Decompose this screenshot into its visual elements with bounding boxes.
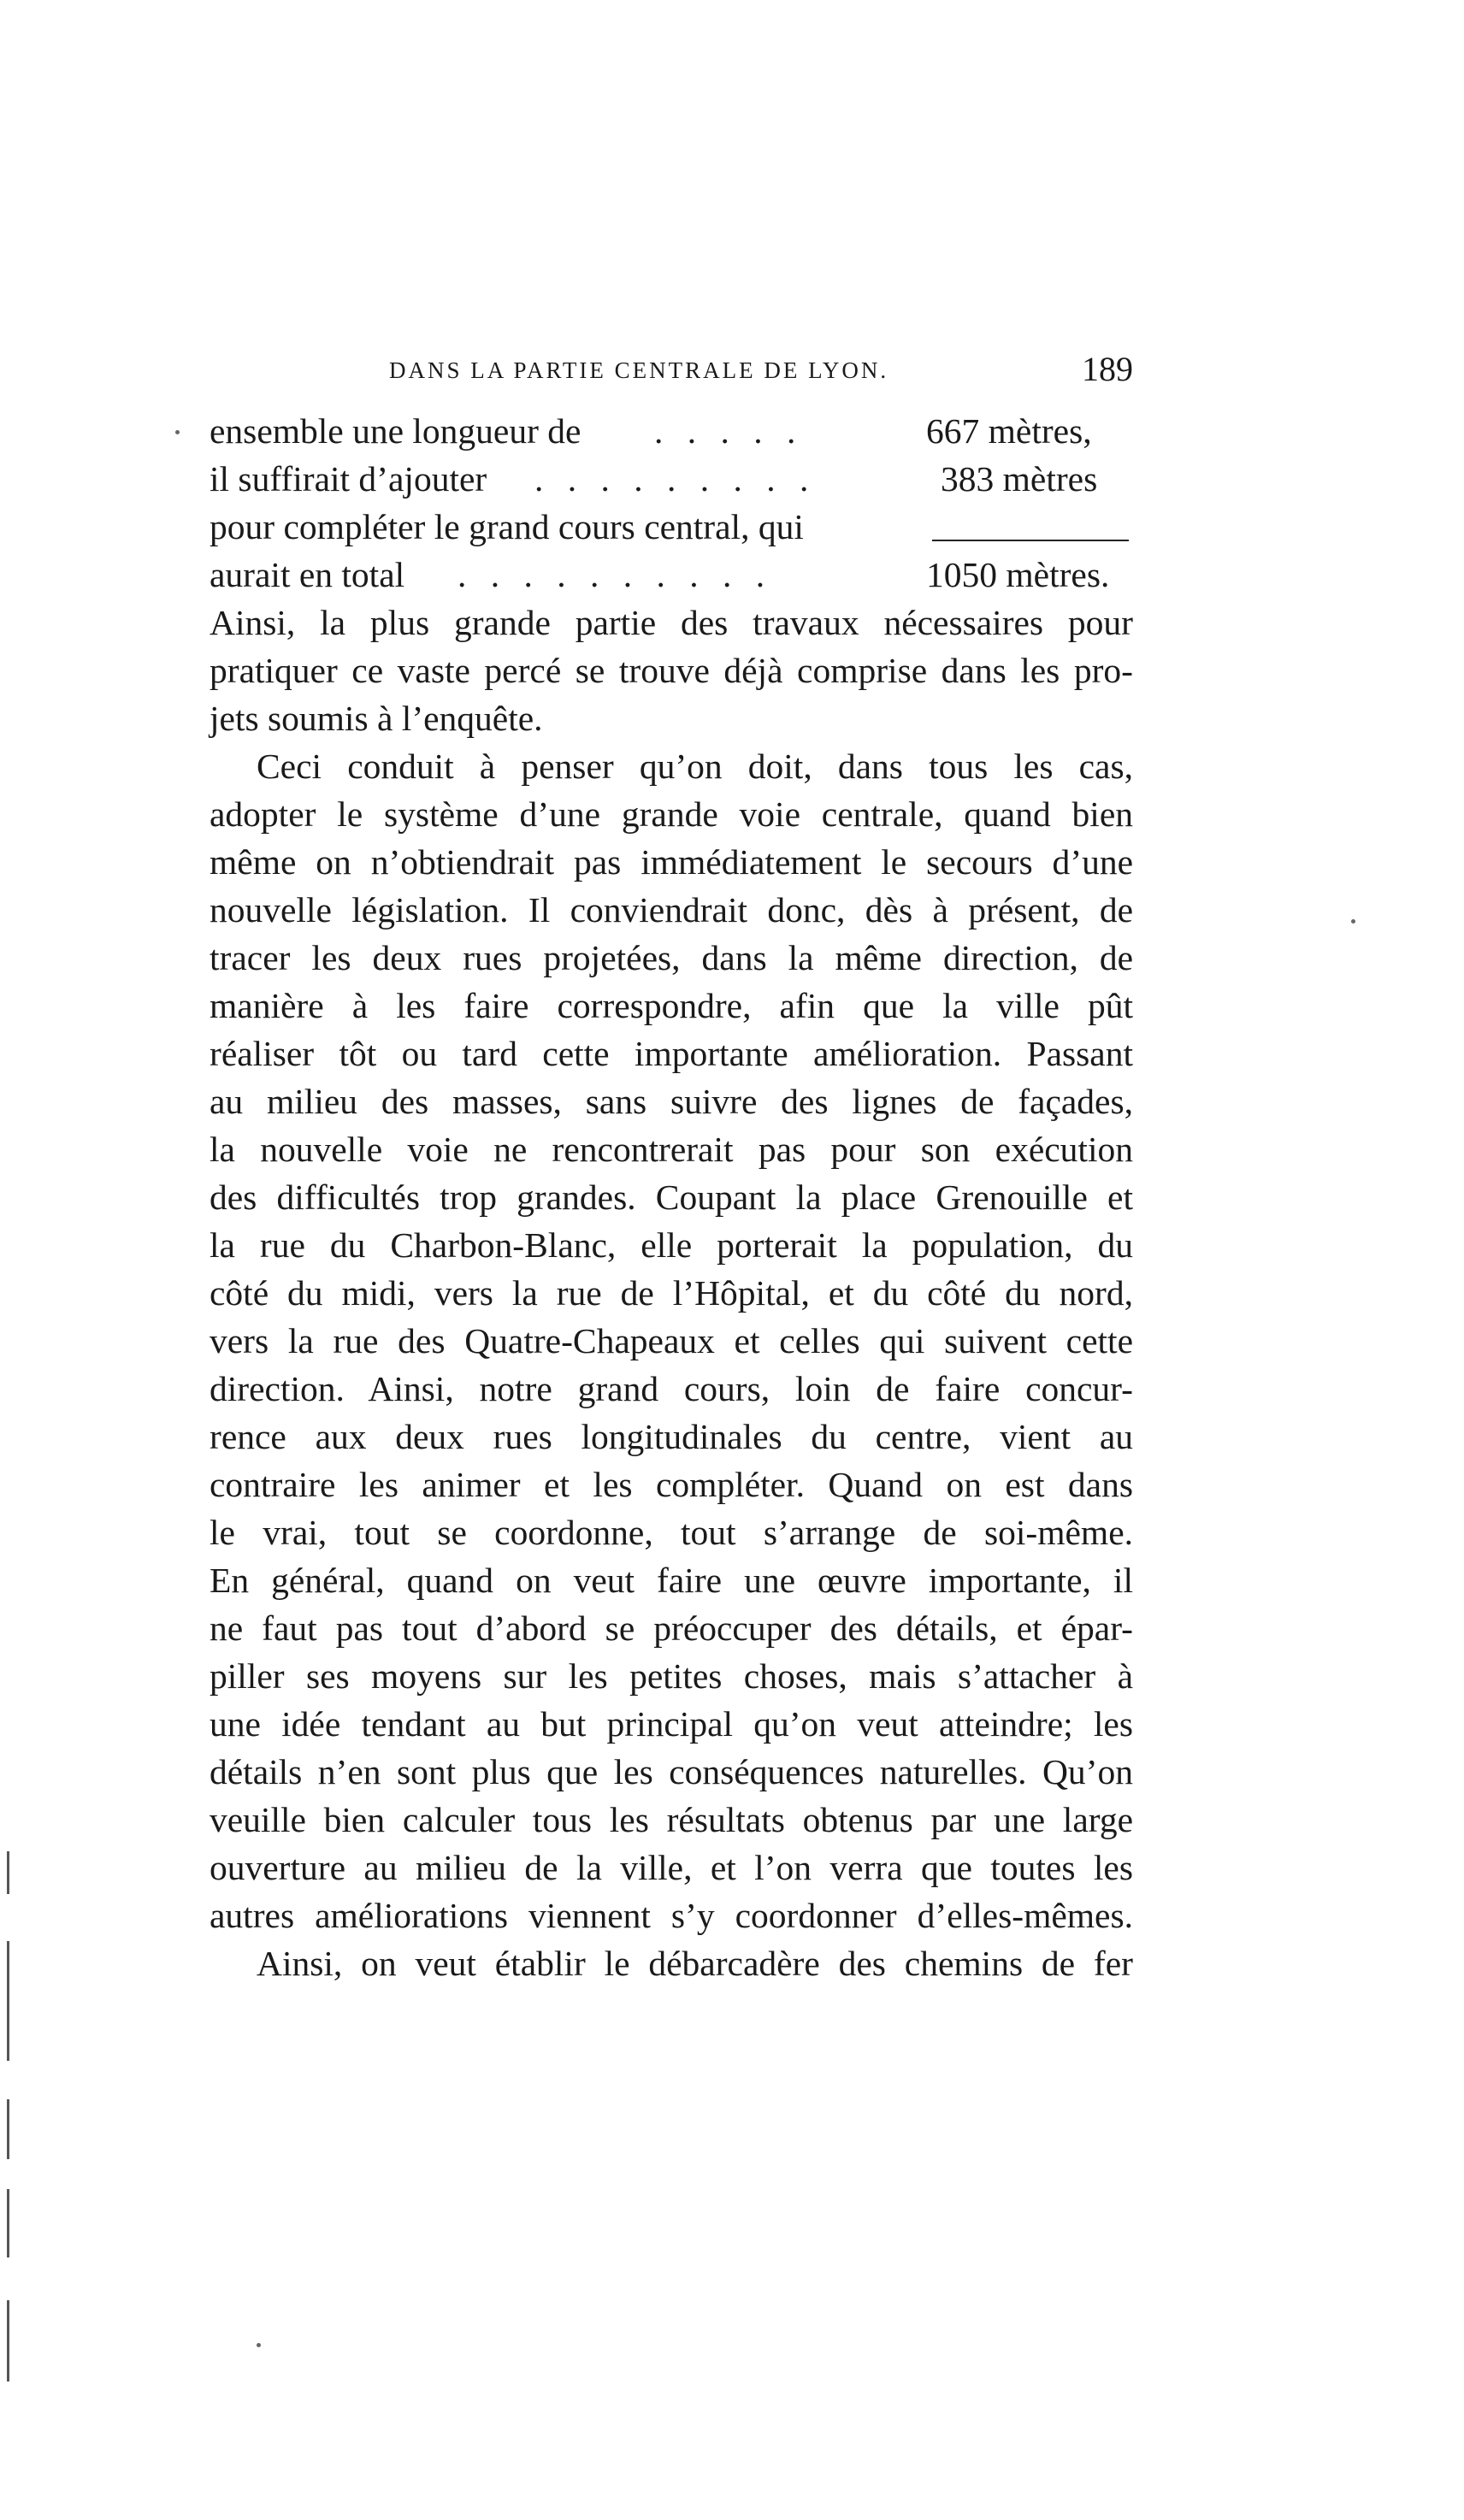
paragraph-start-line: Ceci conduit à penser qu’on doit, dans tous les cas, xyxy=(257,747,1133,786)
text-line: veuille bien calculer tous les résultats obtenus par une large xyxy=(210,1800,1133,1839)
margin-speck xyxy=(175,430,180,434)
text-line: réaliser tôt ou tard cette importante amélioration. Passant xyxy=(210,1034,1133,1073)
body-text xyxy=(210,407,1133,1987)
margin-mark xyxy=(7,2300,9,2381)
margin-speck xyxy=(1351,919,1355,924)
calculation-row-length xyxy=(210,407,1133,455)
sum-rule xyxy=(932,540,1129,541)
calculation-row-sum-line xyxy=(210,503,1133,551)
text-line: nouvelle législation. Il conviendrait donc, dès à présent, de xyxy=(210,890,1133,930)
leader-dots: . . . . . xyxy=(654,411,804,451)
calculation-label: ensemble une longueur de xyxy=(210,411,581,451)
margin-speck xyxy=(257,2343,261,2347)
page-number: 189 xyxy=(1082,350,1133,388)
text-line: jets soumis à l’enquête. xyxy=(210,699,543,738)
margin-mark xyxy=(7,1851,9,1894)
text-line: piller ses moyens sur les petites choses, mais s’attacher à xyxy=(210,1656,1133,1696)
text-line: En général, quand on veut faire une œuvre importante, il xyxy=(210,1561,1133,1600)
text-line: des difficultés trop grandes. Coupant la place Grenouille et xyxy=(210,1177,1133,1217)
text-line: adopter le système d’une grande voie centrale, quand bien xyxy=(210,794,1133,834)
text-line: ouverture au milieu de la ville, et l’on verra que toutes les xyxy=(210,1848,1133,1887)
text-line: rence aux deux rues longitudinales du centre, vient au xyxy=(210,1417,1133,1456)
calculation-label: aurait en total xyxy=(210,555,405,594)
text-line: au milieu des masses, sans suivre des lignes de façades, xyxy=(210,1082,1133,1121)
calculation-value: 383 mètres xyxy=(941,459,1098,499)
text-line: même on n’obtiendrait pas immédiatement le secours d’une xyxy=(210,842,1133,882)
text-line: autres améliorations viennent s’y coordonner d’elles-mêmes. xyxy=(210,1896,1133,1935)
text-line: ne faut pas tout d’abord se préoccuper des détails, et épar- xyxy=(210,1608,1133,1648)
text-line: une idée tendant au but principal qu’on veut atteindre; les xyxy=(210,1704,1133,1744)
text-line: manière à les faire correspondre, afin que la ville pût xyxy=(210,986,1133,1025)
text-line: côté du midi, vers la rue de l’Hôpital, et du côté du nord, xyxy=(210,1273,1133,1313)
text-line: la nouvelle voie ne rencontrerait pas pour son exécution xyxy=(210,1130,1133,1169)
text-line: vers la rue des Quatre-Chapeaux et celles qui suivent cette xyxy=(210,1321,1133,1360)
text-line: pratiquer ce vaste percé se trouve déjà comprise dans les pro- xyxy=(210,651,1133,690)
calculation-row-added xyxy=(210,455,1133,503)
paragraph-start-line: Ainsi, on veut établir le débarcadère des chemins de fer xyxy=(257,1944,1133,1983)
margin-mark xyxy=(7,2099,9,2159)
calculation-row-total xyxy=(210,551,1133,599)
running-title: DANS LA PARTIE CENTRALE DE LYON. xyxy=(389,357,889,383)
calculation-value: 667 mètres, xyxy=(926,411,1092,451)
leader-dots: . . . . . . . . . . xyxy=(458,555,773,594)
leader-dots: . . . . . . . . . xyxy=(534,459,817,499)
text-line: le vrai, tout se coordonne, tout s’arrange de soi-même. xyxy=(210,1513,1133,1552)
margin-mark xyxy=(7,1941,9,2061)
text-line: tracer les deux rues projetées, dans la même direction, de xyxy=(210,938,1133,977)
text-line: Ainsi, la plus grande partie des travaux nécessaires pour xyxy=(210,603,1133,642)
text-line: la rue du Charbon-Blanc, elle porterait la population, du xyxy=(210,1225,1133,1265)
page-header xyxy=(389,349,1159,400)
text-line: détails n’en sont plus que les conséquences naturelles. Qu’on xyxy=(210,1752,1133,1791)
calculation-label: pour compléter le grand cours central, qui xyxy=(210,507,804,546)
calculation-value: 1050 mètres. xyxy=(926,555,1110,594)
text-line: direction. Ainsi, notre grand cours, loin de faire concur- xyxy=(210,1369,1133,1408)
margin-mark xyxy=(7,2189,9,2257)
text-line: contraire les animer et les compléter. Quand on est dans xyxy=(210,1465,1133,1504)
calculation-label: il suffirait d’ajouter xyxy=(210,459,487,499)
